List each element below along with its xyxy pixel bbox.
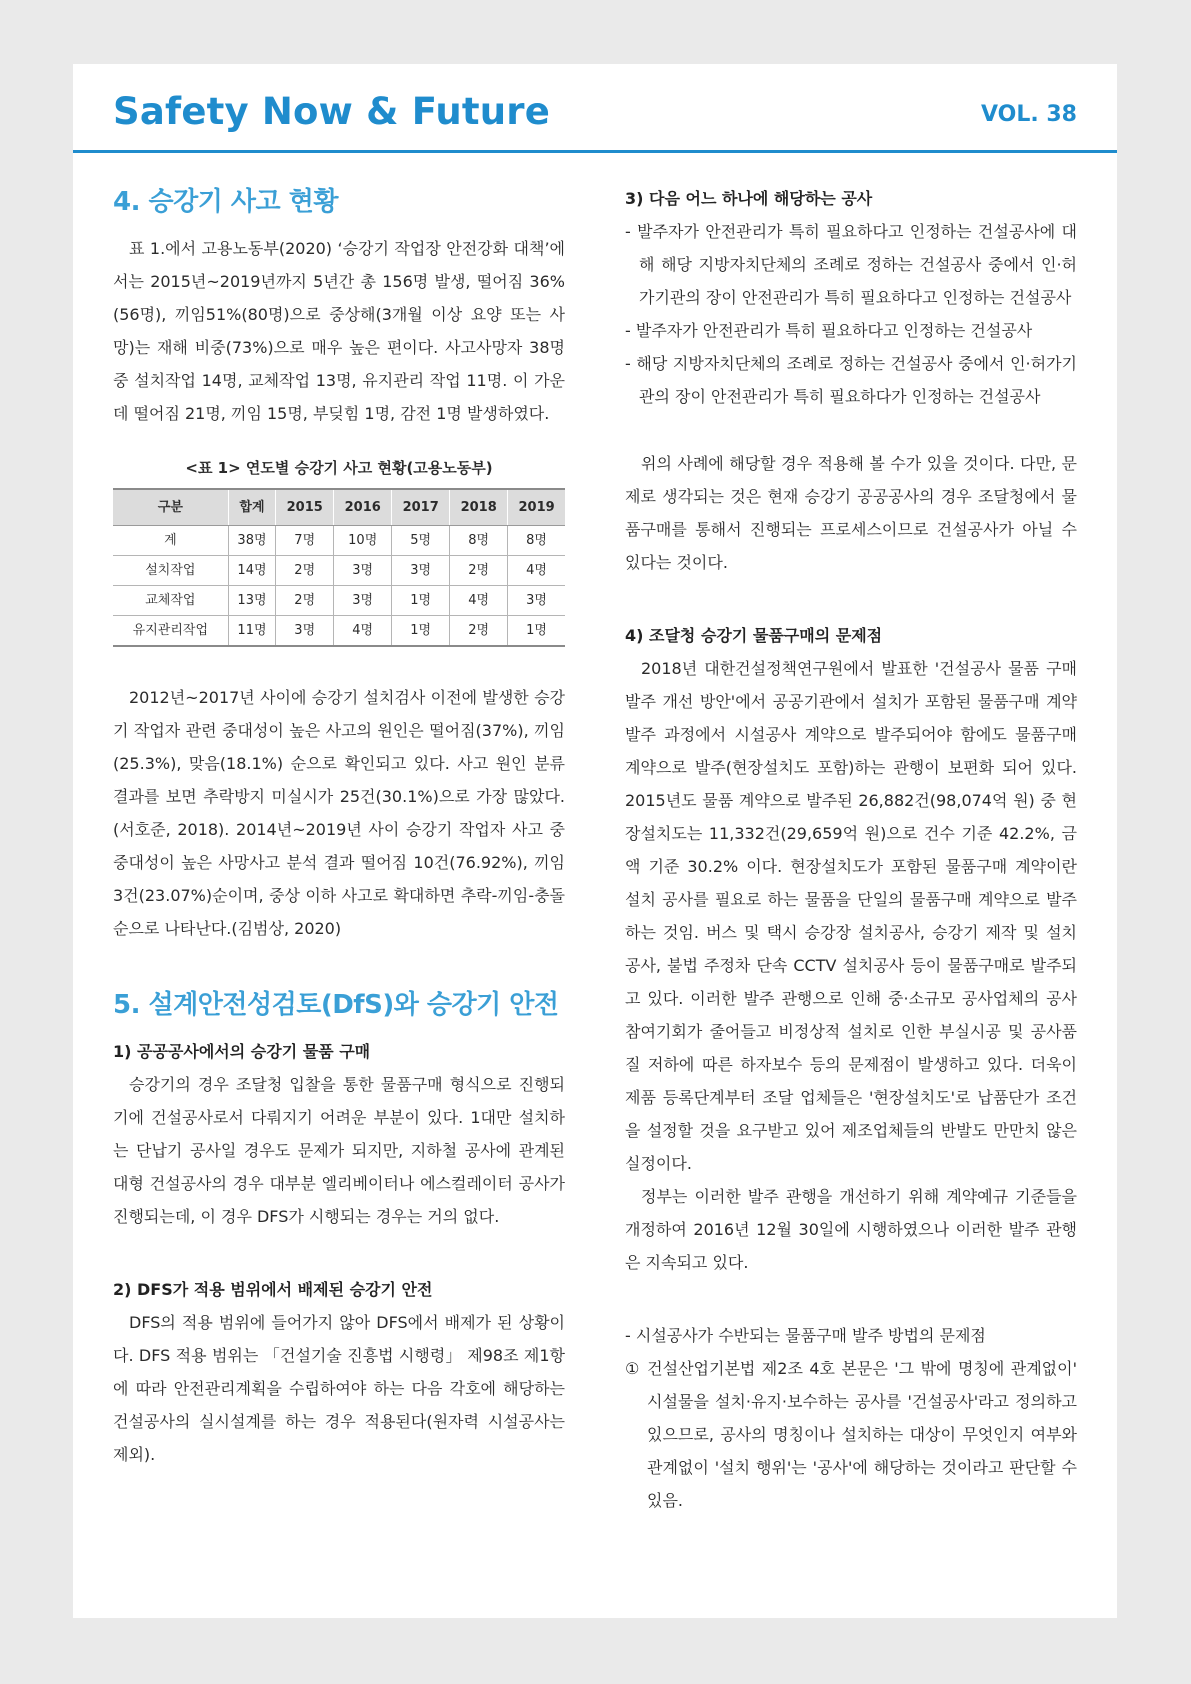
table-row: [113, 586, 565, 616]
subsection-3-paragraph: 위의 사례에 해당할 경우 적용해 볼 수가 있을 것이다. 다만, 문제로 생각되는 것은 현재 승강기 공공공사의 경우 조달청에서 물품구매를 통해서 진행되는 프로세스이므로 건설공사가 아닐 수 있다는 것이다.: [625, 454, 1077, 572]
table-cell: 3명: [334, 586, 392, 616]
list-item: - 발주자가 안전관리가 특히 필요하다고 인정하는 건설공사: [625, 321, 1033, 340]
table-cell: 8명: [450, 526, 508, 556]
subsection-2-title: 2) DFS가 적용 범위에서 배제된 승강기 안전: [113, 1280, 433, 1299]
table-cell: 4명: [450, 586, 508, 616]
list-item: - 해당 지방자치단체의 조례로 정하는 건설공사 중에서 인·허가기관의 장이 안전관리가 특히 필요하다가 인정하는 건설공사: [625, 354, 1077, 406]
table-cell: 14명: [228, 556, 276, 586]
numbered-item: ① 건설산업기본법 제2조 4호 본문은 '그 밖에 명칭에 관계없이' 시설물을 설치·유지·보수하는 공사를 '건설공사'라고 정의하고 있으므로, 공사의 명칭이나 설치하는 대상이 무엇인지 여부와 관계없이 '설치 행위'는 '공사'에 해당하는 것이라고 판단할 수 있음.: [625, 1359, 1077, 1510]
header-divider: [73, 150, 1117, 153]
table-caption: <표 1> 연도별 승강기 사고 현황(고용노동부): [185, 459, 493, 477]
left-column: [113, 182, 565, 1471]
table-row: [113, 616, 565, 647]
table-row: [113, 526, 565, 556]
subsection-4-paragraph-2: 정부는 이러한 발주 관행을 개선하기 위해 계약예규 기준들을 개정하여 2016년 12월 30일에 시행하였으나 이러한 발주 관행은 지속되고 있다.: [625, 1187, 1077, 1272]
table-cell: 2명: [276, 586, 334, 616]
table-cell: 13명: [228, 586, 276, 616]
table-header-cell: 2015: [276, 489, 334, 526]
table-cell: 3명: [508, 586, 565, 616]
table-cell: 1명: [392, 586, 450, 616]
table-cell: 2명: [450, 616, 508, 647]
table-header-cell: 구분: [113, 489, 228, 526]
accident-table: [113, 488, 565, 647]
right-column: [625, 182, 1077, 1517]
table-cell: 2명: [450, 556, 508, 586]
table-cell: 1명: [392, 616, 450, 647]
table-header-cell: 2019: [508, 489, 565, 526]
section-4-paragraph-2: 2012년~2017년 사이에 승강기 설치검사 이전에 발생한 승강기 작업자 관련 중대성이 높은 사고의 원인은 떨어짐(37%), 끼임(25.3%), 맞음(18.1%) 순으로 확인되고 있다. 사고 원인 분류 결과를 보면 추락방지 미실시가 25건(30.1%)으로 가장 많았다.(서호준, 2018). 2014년~2019년 사이 승강기 작업자 사고 중 중대성이 높은 사망사고 분석 결과 떨어짐 10건(76.92%), 끼임 3건(23.07%)순이며, 중상 이하 사고로 확대하면 추락-끼임-충돌 순으로 나타난다.(김범상, 2020): [113, 688, 565, 938]
table-cell: 2명: [276, 556, 334, 586]
section-4-paragraph-1: 표 1.에서 고용노동부(2020) ‘승강기 작업장 안전강화 대책’에서는 2015년~2019년까지 5년간 총 156명 발생, 떨어짐 36%(56명), 끼임51%(80명)으로 중상해(3개월 이상 요양 또는 사망)는 재해 비중(73%)으로 매우 높은 편이다. 사고사망자 38명 중 설치작업 14명, 교체작업 13명, 유지관리 작업 11명. 이 가운데 떨어짐 21명, 끼임 15명, 부딪힘 1명, 감전 1명 발생하였다.: [113, 239, 565, 423]
table-row: [113, 556, 565, 586]
table-cell: 1명: [508, 616, 565, 647]
problem-heading: - 시설공사가 수반되는 물품구매 발주 방법의 문제점: [625, 1326, 986, 1345]
table-cell: 11명: [228, 616, 276, 647]
table-cell: 설치작업: [113, 556, 228, 586]
table-header-cell: 2018: [450, 489, 508, 526]
list-item: - 발주자가 안전관리가 특히 필요하다고 인정하는 건설공사에 대해 해당 지방자치단체의 조례로 정하는 건설공사 중에서 인·허가기관의 장이 안전관리가 특히 필요하다고 인정하는 건설공사: [625, 222, 1077, 307]
table-cell: 4명: [508, 556, 565, 586]
table-cell: 8명: [508, 526, 565, 556]
subsection-3-title: 3) 다음 어느 하나에 해당하는 공사: [625, 189, 873, 208]
table-cell: 3명: [334, 556, 392, 586]
table-cell: 38명: [228, 526, 276, 556]
table-cell: 7명: [276, 526, 334, 556]
section-4-title: 4. 승강기 사고 현황: [113, 187, 338, 217]
section-5-title: 5. 설계안전성검토(DfS)와 승강기 안전: [113, 990, 559, 1020]
subsection-1-title: 1) 공공공사에서의 승강기 물품 구매: [113, 1042, 371, 1061]
subsection-1-paragraph: 승강기의 경우 조달청 입찰을 통한 물품구매 형식으로 진행되기에 건설공사로서 다뤄지기 어려운 부분이 있다. 1대만 설치하는 단납기 공사일 경우도 문제가 되지만, 지하철 공사에 관계된 대형 건설공사의 경우 대부분 엘리베이터나 에스컬레이터 공사가 진행되는데, 이 경우 DFS가 시행되는 경우는 거의 없다.: [113, 1075, 565, 1226]
table-cell: 교체작업: [113, 586, 228, 616]
table-cell: 계: [113, 526, 228, 556]
table-cell: 3명: [392, 556, 450, 586]
table-header-cell: 2017: [392, 489, 450, 526]
table-header-cell: 2016: [334, 489, 392, 526]
table-cell: 3명: [276, 616, 334, 647]
volume-number: VOL. 38: [981, 102, 1077, 127]
subsection-4-title: 4) 조달청 승강기 물품구매의 문제점: [625, 626, 883, 645]
subsection-4-paragraph-1: 2018년 대한건설정책연구원에서 발표한 '건설공사 물품 구매 발주 개선 방안'에서 공공기관에서 설치가 포함된 물품구매 계약 발주 과정에서 시설공사 계약으로 발주되어야 함에도 물품구매 계약으로 발주(현장설치도 포함)하는 관행이 보편화 되어 있다. 2015년도 물품 계약으로 발주된 26,882건(98,074억 원) 중 현장설치도는 11,332건(29,659억 원)으로 건수 기준 42.2%, 금액 기준 30.2% 이다. 현장설치도가 포함된 물품구매 계약이란 설치 공사를 필요로 하는 물품을 단일의 물품구매 계약으로 발주하는 것임. 버스 및 택시 승강장 설치공사, 승강기 제작 및 설치 공사, 불법 주정차 단속 CCTV 설치공사 등이 물품구매로 발주되고 있다. 이러한 발주 관행으로 인해 중·소규모 공사업체의 공사 참여기회가 줄어들고 비정상적 설치로 인한 부실시공 및 공사품질 저하에 따른 하자보수 등의 문제점이 발생하고 있다. 더욱이 제품 등록단계부터 조달 업체들은 '현장설치도'로 납품단가 조건을 설정할 것을 요구받고 있어 제조업체들의 반발도 만만치 않은 실정이다.: [625, 659, 1077, 1173]
table-cell: 4명: [334, 616, 392, 647]
subsection-2-paragraph: DFS의 적용 범위에 들어가지 않아 DFS에서 배제가 된 상황이다. DFS 적용 범위는 「건설기술 진흥법 시행령」 제98조 제1항에 따라 안전관리계획을 수립하여야 하는 다음 각호에 해당하는 건설공사의 실시설계를 하는 경우 적용된다(원자력 시설공사는 제외).: [113, 1313, 565, 1464]
table-header-cell: 합계: [228, 489, 276, 526]
table-cell: 5명: [392, 526, 450, 556]
table-header-row: [113, 489, 565, 526]
page: [73, 64, 1117, 1618]
table-cell: 10명: [334, 526, 392, 556]
table-cell: 유지관리작업: [113, 616, 228, 647]
magazine-title: Safety Now & Future: [113, 90, 551, 133]
